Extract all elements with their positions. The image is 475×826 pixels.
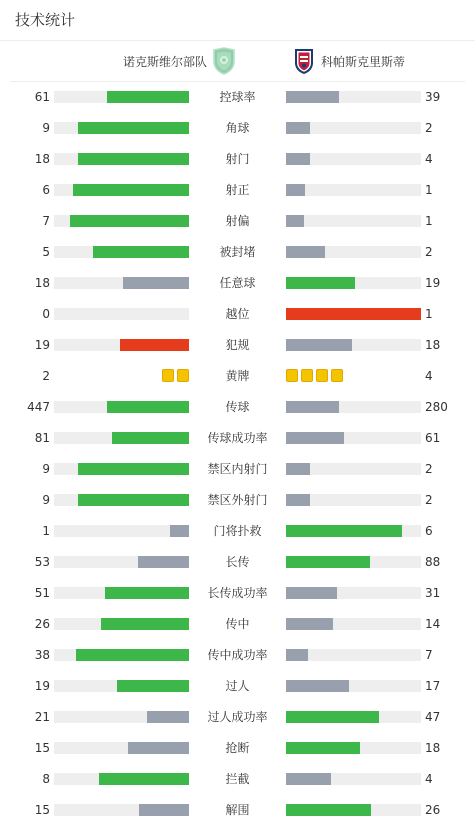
stat-row: [0, 392, 475, 423]
home-stat-bar-fill: [101, 618, 189, 630]
yellow-card-icon: [162, 369, 174, 382]
away-stat-bar-fill: [286, 277, 355, 289]
away-stat-bar: [286, 618, 421, 630]
stat-label: 抢断: [225, 741, 250, 755]
away-stat-bar: [286, 184, 421, 196]
stat-label: 过人: [225, 679, 250, 693]
away-stat-bar: [286, 246, 421, 258]
home-stat-bar-fill: [139, 804, 189, 816]
away-stat-bar: [286, 91, 421, 103]
away-stat-value: 4: [425, 772, 433, 786]
away-yellow-cards: [286, 369, 343, 382]
home-stat-value: 9: [42, 493, 50, 507]
away-stat-bar-fill: [286, 804, 371, 816]
away-stat-bar: [286, 525, 421, 537]
stat-label: 射偏: [225, 214, 250, 228]
away-stat-bar: [286, 494, 421, 506]
home-stat-bar: [54, 618, 189, 630]
home-stat-bar: [54, 463, 189, 475]
away-stat-bar-fill: [286, 153, 310, 165]
home-stat-bar-fill: [107, 401, 189, 413]
stat-label: 传中: [225, 617, 250, 631]
stat-row: [0, 454, 475, 485]
away-stat-value: 2: [425, 245, 433, 259]
stat-row: [0, 330, 475, 361]
home-stat-bar-fill: [78, 494, 189, 506]
stat-row: [0, 764, 475, 795]
away-stat-bar-fill: [286, 401, 339, 413]
away-stat-bar-fill: [286, 773, 331, 785]
away-stat-value: 4: [425, 369, 433, 383]
stat-row: [0, 640, 475, 671]
home-stat-value: 1: [42, 524, 50, 538]
away-stat-value: 88: [425, 555, 441, 569]
away-stat-bar-fill: [286, 246, 325, 258]
yellow-card-icon: [286, 369, 298, 382]
stat-row: [0, 268, 475, 299]
away-stat-bar-fill: [286, 184, 305, 196]
away-stat-bar: [286, 463, 421, 475]
away-stat-bar-fill: [286, 91, 339, 103]
home-stat-bar: [54, 742, 189, 754]
away-stat-bar: [286, 773, 421, 785]
stat-row: [0, 144, 475, 175]
stat-row: [0, 733, 475, 764]
home-stat-bar: [54, 773, 189, 785]
away-stat-bar: [286, 339, 421, 351]
away-stat-value: 31: [425, 586, 441, 600]
stat-label: 黄牌: [225, 369, 250, 383]
stat-label: 传球: [225, 400, 250, 414]
stat-row: [0, 237, 475, 268]
home-stat-value: 81: [34, 431, 50, 445]
stat-label: 长传成功率: [207, 586, 268, 600]
away-stat-value: 4: [425, 152, 433, 166]
away-stat-bar: [286, 649, 421, 661]
away-stat-value: 7: [425, 648, 433, 662]
stat-row: [0, 82, 475, 113]
yellow-card-icon: [316, 369, 328, 382]
yellow-card-icon: [301, 369, 313, 382]
away-stat-value: 6: [425, 524, 433, 538]
home-stat-value: 26: [34, 617, 50, 631]
home-stat-bar: [54, 277, 189, 289]
stat-label: 禁区内射门: [207, 462, 268, 476]
stat-label: 角球: [225, 121, 250, 135]
home-stat-value: 19: [34, 679, 50, 693]
home-stat-bar-fill: [105, 587, 189, 599]
stat-row: [0, 113, 475, 144]
away-stat-bar-fill: [286, 711, 379, 723]
home-stat-bar: [54, 711, 189, 723]
home-stat-bar-fill: [120, 339, 189, 351]
home-stat-value: 6: [42, 183, 50, 197]
stat-label: 过人成功率: [207, 710, 268, 724]
stat-row: [0, 423, 475, 454]
home-stat-bar: [54, 91, 189, 103]
home-stat-bar-fill: [170, 525, 189, 537]
stat-label: 长传: [225, 555, 250, 569]
away-stat-bar: [286, 711, 421, 723]
home-stat-value: 21: [34, 710, 50, 724]
knoxville-crest-icon: [212, 47, 236, 75]
away-team[interactable]: [292, 41, 405, 81]
stat-label: 门将扑救: [213, 524, 262, 538]
page-title: 技术统计: [15, 11, 76, 29]
away-stat-bar: [286, 742, 421, 754]
stat-row: [0, 795, 475, 826]
stat-label: 拦截: [225, 772, 250, 786]
away-stat-value: 47: [425, 710, 441, 724]
stat-row: [0, 702, 475, 733]
stat-row: [0, 175, 475, 206]
away-stat-bar: [286, 401, 421, 413]
away-stat-value: 280: [425, 400, 448, 414]
away-stat-bar-fill: [286, 432, 344, 444]
home-stat-bar: [54, 525, 189, 537]
away-stat-bar: [286, 680, 421, 692]
away-stat-bar: [286, 308, 421, 320]
away-stat-bar: [286, 122, 421, 134]
away-stat-bar: [286, 153, 421, 165]
home-stat-bar-fill: [76, 649, 189, 661]
home-stat-bar: [54, 246, 189, 258]
home-stat-value: 19: [34, 338, 50, 352]
away-stat-bar: [286, 556, 421, 568]
home-stat-bar-fill: [99, 773, 189, 785]
yellow-card-icon: [331, 369, 343, 382]
away-stat-bar-fill: [286, 308, 421, 320]
home-stat-value: 15: [34, 741, 50, 755]
away-stat-bar-fill: [286, 618, 333, 630]
stat-label: 解围: [225, 803, 250, 817]
away-stat-value: 17: [425, 679, 441, 693]
away-stat-bar-fill: [286, 742, 360, 754]
away-stat-bar-fill: [286, 680, 349, 692]
home-stat-bar: [54, 401, 189, 413]
home-stat-bar-fill: [107, 91, 189, 103]
home-stat-bar: [54, 215, 189, 227]
away-stat-value: 1: [425, 183, 433, 197]
stat-label: 传中成功率: [207, 648, 268, 662]
away-stat-value: 26: [425, 803, 441, 817]
away-stat-bar-fill: [286, 649, 308, 661]
away-stat-value: 18: [425, 338, 441, 352]
home-stat-value: 8: [42, 772, 50, 786]
stat-row: [0, 609, 475, 640]
home-stat-bar-fill: [138, 556, 189, 568]
home-team[interactable]: [123, 41, 236, 81]
home-stat-value: 51: [34, 586, 50, 600]
stat-row: [0, 516, 475, 547]
away-stat-bar: [286, 432, 421, 444]
away-stat-value: 19: [425, 276, 441, 290]
home-stat-value: 15: [34, 803, 50, 817]
away-stat-value: 18: [425, 741, 441, 755]
away-stat-bar: [286, 587, 421, 599]
home-stat-value: 38: [34, 648, 50, 662]
home-stat-value: 9: [42, 121, 50, 135]
home-stat-bar-fill: [78, 153, 189, 165]
stat-label: 射门: [225, 152, 250, 166]
away-team-name: 科帕斯克里斯蒂: [321, 54, 406, 69]
home-stat-bar: [54, 339, 189, 351]
stat-label: 射正: [225, 183, 250, 197]
away-stat-bar: [286, 277, 421, 289]
home-stat-value: 9: [42, 462, 50, 476]
away-stat-value: 39: [425, 90, 441, 104]
home-yellow-cards: [162, 369, 189, 382]
stat-label: 越位: [225, 307, 250, 321]
away-stat-bar-fill: [286, 494, 310, 506]
home-stat-bar: [54, 680, 189, 692]
away-stat-bar-fill: [286, 215, 304, 227]
yellow-card-icon: [177, 369, 189, 382]
away-stat-bar: [286, 215, 421, 227]
away-stat-value: 61: [425, 431, 441, 445]
away-stat-bar-fill: [286, 339, 352, 351]
home-stat-value: 5: [42, 245, 50, 259]
home-stat-bar: [54, 494, 189, 506]
away-stat-value: 1: [425, 214, 433, 228]
stat-label: 传球成功率: [207, 431, 268, 445]
home-stat-bar-fill: [70, 215, 189, 227]
corpus-christi-crest-icon: [292, 47, 316, 75]
away-stat-bar-fill: [286, 122, 310, 134]
home-stat-bar: [54, 184, 189, 196]
stat-row: [0, 361, 475, 392]
home-stat-bar-fill: [128, 742, 189, 754]
home-team-name: 诺克斯维尔部队: [122, 54, 207, 69]
stats-list: [0, 82, 475, 826]
stat-label: 犯规: [225, 338, 250, 352]
stat-row: [0, 547, 475, 578]
home-stat-value: 53: [34, 555, 50, 569]
away-stat-bar-fill: [286, 556, 370, 568]
away-stat-value: 2: [425, 493, 433, 507]
home-stat-bar: [54, 122, 189, 134]
away-stat-value: 14: [425, 617, 441, 631]
stat-row: [0, 671, 475, 702]
home-stat-bar-fill: [78, 122, 189, 134]
away-stat-value: 1: [425, 307, 433, 321]
home-stat-bar-fill: [123, 277, 189, 289]
stat-row: [0, 578, 475, 609]
home-stat-bar: [54, 556, 189, 568]
home-stat-value: 2: [42, 369, 50, 383]
home-stat-bar: [54, 308, 189, 320]
home-stat-bar-fill: [73, 184, 189, 196]
stat-label: 控球率: [219, 90, 256, 104]
home-stat-bar: [54, 587, 189, 599]
away-stat-bar-fill: [286, 525, 402, 537]
home-stat-bar-fill: [78, 463, 189, 475]
home-stat-value: 61: [34, 90, 50, 104]
away-stat-bar: [286, 804, 421, 816]
stat-row: [0, 206, 475, 237]
stat-row: [0, 485, 475, 516]
stat-label: 任意球: [219, 276, 256, 290]
home-stat-bar: [54, 432, 189, 444]
home-stat-bar: [54, 153, 189, 165]
away-stat-bar-fill: [286, 587, 337, 599]
home-stat-bar-fill: [112, 432, 189, 444]
stat-label: 禁区外射门: [207, 493, 268, 507]
away-stat-value: 2: [425, 462, 433, 476]
home-stat-value: 7: [42, 214, 50, 228]
home-stat-value: 0: [42, 307, 50, 321]
away-stat-value: 2: [425, 121, 433, 135]
home-stat-bar-fill: [93, 246, 189, 258]
away-stat-bar-fill: [286, 463, 310, 475]
home-stat-value: 18: [34, 276, 50, 290]
home-stat-value: 18: [34, 152, 50, 166]
home-stat-value: 447: [27, 400, 50, 414]
teams-header: [10, 41, 465, 82]
stat-label: 被封堵: [219, 245, 256, 259]
home-stat-bar: [54, 649, 189, 661]
home-stat-bar: [54, 804, 189, 816]
stat-row: [0, 299, 475, 330]
home-stat-bar-fill: [117, 680, 189, 692]
home-stat-bar-fill: [147, 711, 189, 723]
